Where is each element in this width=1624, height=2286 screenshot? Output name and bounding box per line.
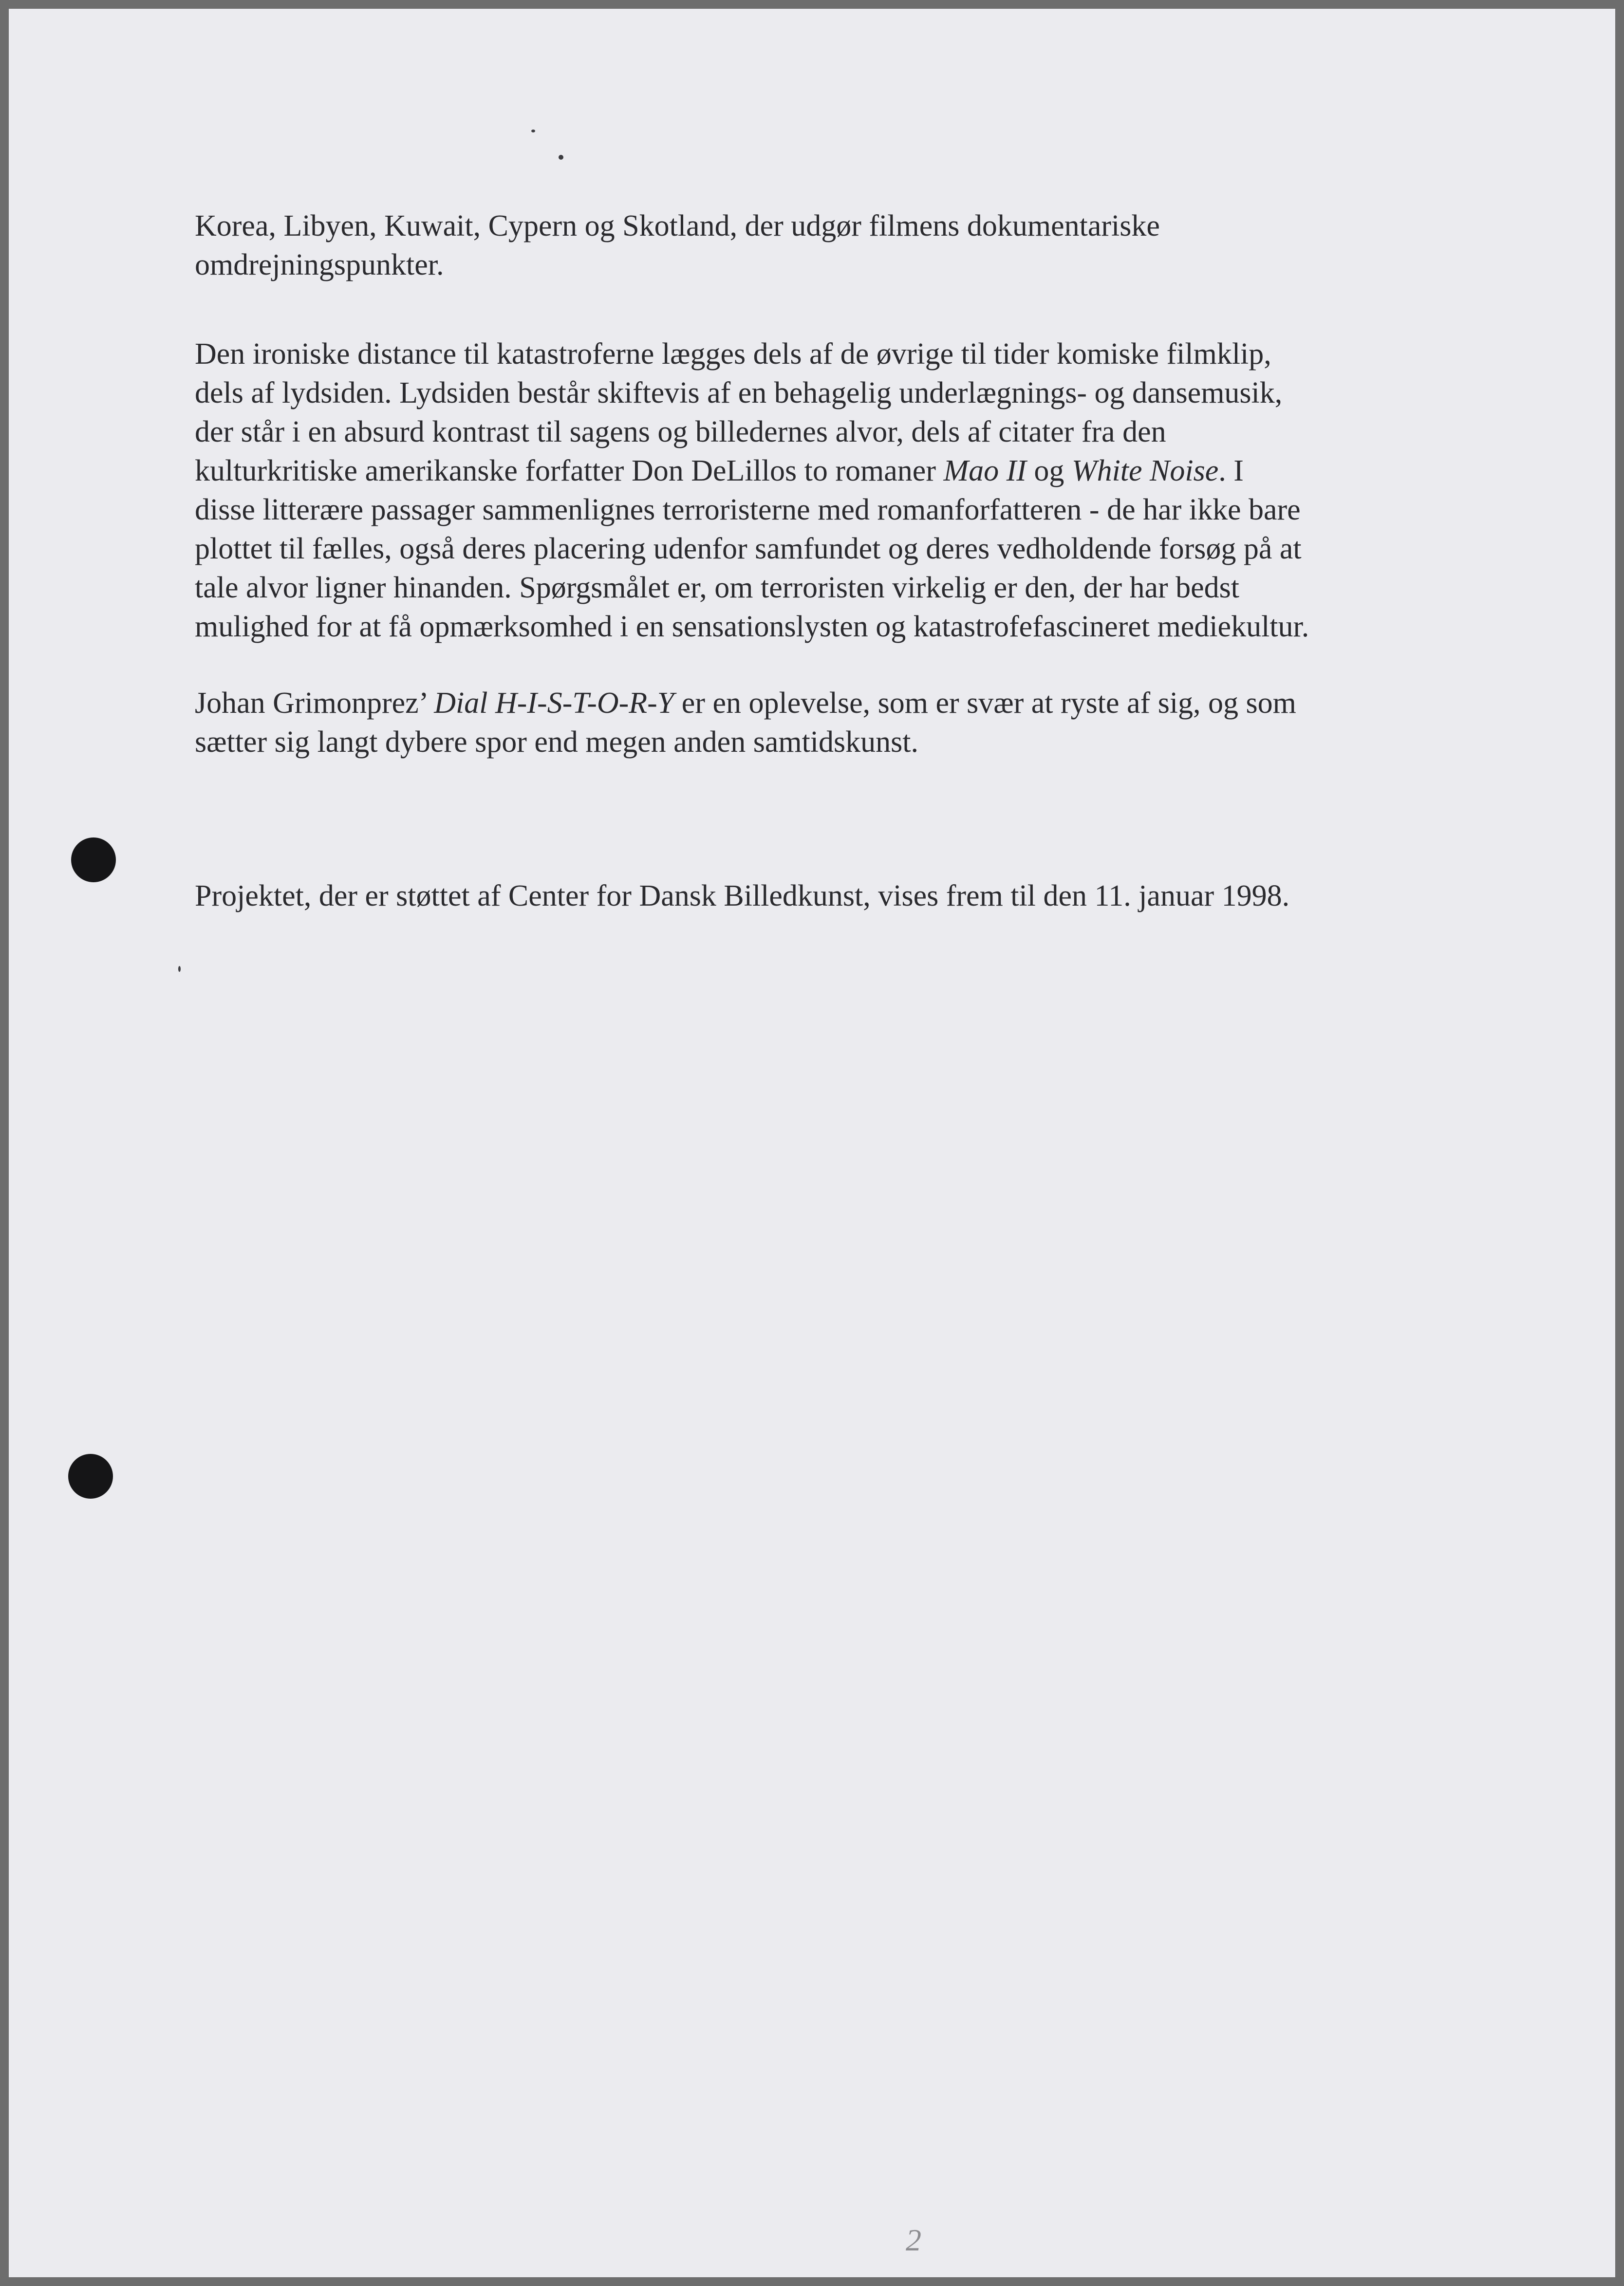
text-line: disse litterære passager sammenlignes terroristerne med romanforfatteren - de har ikke bare (195, 493, 1301, 526)
text-line: dels af lydsiden. Lydsiden består skiftevis af en behagelig underlægnings- og dansemusik, (195, 376, 1283, 409)
text-segment: er en oplevelse, som er svær at ryste af sig, og som (674, 687, 1296, 720)
text-segment: . I (1218, 454, 1244, 487)
text-line (195, 684, 1441, 723)
text-line: Den ironiske distance til katastroferne lægges dels af de øvrige til tider komiske filmklip, (195, 337, 1271, 371)
text-line: sætter sig langt dybere spor end megen anden samtidskunst. (195, 725, 919, 759)
text-segment: Johan Grimonprez’ (195, 687, 434, 720)
paragraph-2 (195, 335, 1441, 646)
paper-speck (178, 966, 181, 972)
book-title-white-noise: White Noise (1071, 454, 1219, 487)
paper-speck (531, 130, 535, 132)
paragraph-1 (195, 206, 1441, 284)
page-number: 2 (906, 2223, 921, 2257)
work-title-dial-history: Dial H-I-S-T-O-R-Y (434, 687, 674, 720)
text-line: mulighed for at få opmærksomhed i en sensationslysten og katastrofefascineret mediekultur. (195, 610, 1309, 643)
document-page (9, 9, 1615, 2277)
text-line (195, 451, 1441, 490)
text-line: Korea, Libyen, Kuwait, Cypern og Skotland, der udgør filmens dokumentariske (195, 209, 1160, 242)
punch-hole-bottom (68, 1454, 113, 1499)
text-line: Projektet, der er støttet af Center for Dansk Billedkunst, vises frem til den 11. januar 1998. (195, 879, 1290, 912)
punch-hole-top (71, 837, 116, 882)
text-line: plottet til fælles, også deres placering udenfor samfundet og deres vedholdende forsøg på at (195, 532, 1302, 565)
text-line: omdrejningspunkter. (195, 248, 444, 281)
text-line: der står i en absurd kontrast til sagens og billedernes alvor, dels af citater fra den (195, 415, 1166, 448)
text-segment: kulturkritiske amerikanske forfatter Don DeLillos to romaner (195, 454, 944, 487)
text-segment: og (1026, 454, 1072, 487)
text-line: tale alvor ligner hinanden. Spørgsmålet er, om terroristen virkelig er den, der har bedst (195, 571, 1240, 604)
book-title-mao-ii: Mao II (943, 454, 1027, 487)
paragraph-4 (195, 876, 1441, 915)
paper-speck (559, 155, 563, 160)
paragraph-3 (195, 684, 1441, 762)
